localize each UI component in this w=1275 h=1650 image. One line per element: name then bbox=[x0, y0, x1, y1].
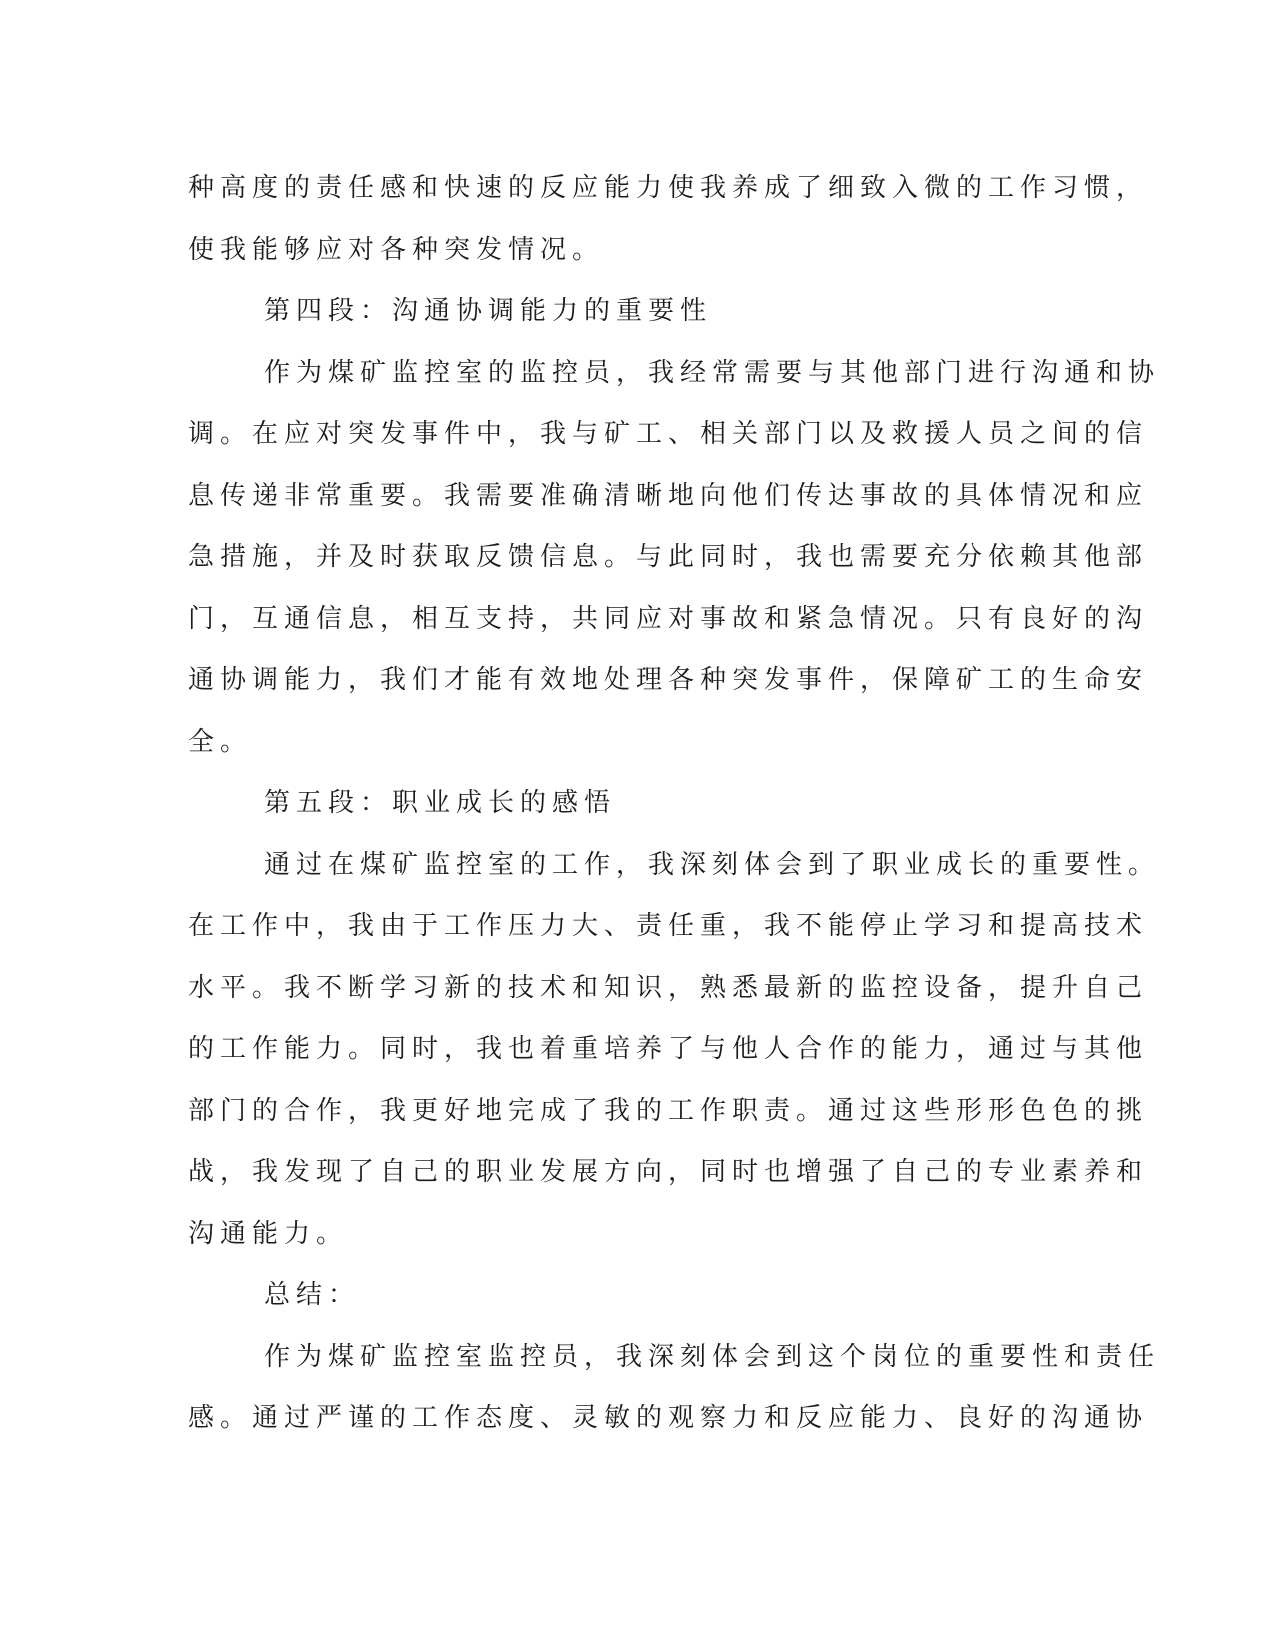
text-line: 息传递非常重要。我需要准确清晰地向他们传达事故的具体情况和应 bbox=[188, 480, 1149, 511]
section-heading-5: 第五段：职业成长的感悟 bbox=[264, 788, 617, 818]
document-body bbox=[188, 158, 1161, 1450]
text-line: 急措施，并及时获取反馈信息。与此同时，我也需要充分依赖其他部 bbox=[188, 542, 1149, 572]
text-line: 感。通过严谨的工作态度、灵敏的观察力和反应能力、良好的沟通协 bbox=[188, 1403, 1149, 1433]
text-line: 的工作能力。同时，我也着重培养了与他人合作的能力，通过与其他 bbox=[188, 1034, 1149, 1064]
text-line: 全。 bbox=[188, 726, 253, 757]
text-line: 沟通能力。 bbox=[188, 1218, 349, 1249]
text-line: 部门的合作，我更好地完成了我的工作职责。通过这些形形色色的挑 bbox=[188, 1095, 1149, 1126]
text-line: 作为煤矿监控室的监控员，我经常需要与其他部门进行沟通和协 bbox=[264, 357, 1161, 388]
text-line: 水平。我不断学习新的技术和知识，熟悉最新的监控设备，提升自己 bbox=[188, 972, 1149, 1003]
section-heading-4: 第四段：沟通协调能力的重要性 bbox=[264, 296, 713, 326]
summary-heading: 总结： bbox=[264, 1280, 361, 1310]
text-line: 调。在应对突发事件中，我与矿工、相关部门以及救援人员之间的信 bbox=[188, 419, 1149, 449]
text-line: 通协调能力，我们才能有效地处理各种突发事件，保障矿工的生命安 bbox=[188, 665, 1149, 695]
text-line: 通过在煤矿监控室的工作，我深刻体会到了职业成长的重要性。 bbox=[264, 849, 1161, 880]
text-line: 种高度的责任感和快速的反应能力使我养成了细致入微的工作习惯， bbox=[188, 173, 1149, 203]
text-line: 使我能够应对各种突发情况。 bbox=[188, 234, 605, 265]
text-line: 在工作中，我由于工作压力大、责任重，我不能停止学习和提高技术 bbox=[188, 911, 1149, 941]
text-line: 门，互通信息，相互支持，共同应对事故和紧急情况。只有良好的沟 bbox=[188, 603, 1149, 634]
text-line: 战，我发现了自己的职业发展方向，同时也增强了自己的专业素养和 bbox=[188, 1157, 1149, 1187]
text-line: 作为煤矿监控室监控员，我深刻体会到这个岗位的重要性和责任 bbox=[264, 1341, 1161, 1372]
